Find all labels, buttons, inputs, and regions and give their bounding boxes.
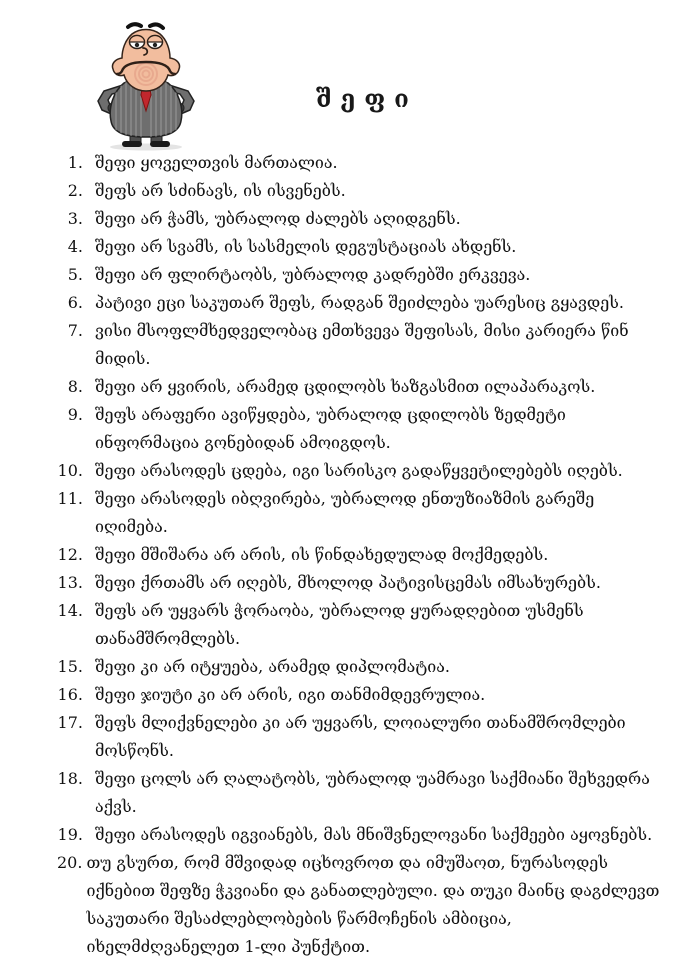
item-text: შეფი ქრთამს არ იღებს, მხოლოდ პატივისცემას იმსახურებს. <box>95 573 601 592</box>
item-number: 20. <box>57 853 83 872</box>
item-number: 14. <box>57 601 83 620</box>
list-item <box>57 821 660 849</box>
list-item <box>57 569 660 597</box>
list-item <box>57 849 660 960</box>
list-item <box>57 485 660 541</box>
boss-rules-list <box>0 149 678 960</box>
list-item <box>57 653 660 681</box>
list-item <box>57 317 660 373</box>
item-text: შეფი არასოდეს ცდება, იგი სარისკო გადაწყვეტილებებს იღებს. <box>95 461 623 480</box>
item-text: შეფს არ უყვარს ჭორაობა, უბრალოდ ყურადღებით უსმენს თანამშრომლებს. <box>95 601 584 648</box>
item-number: 10. <box>57 461 83 480</box>
list-item <box>57 401 660 457</box>
item-text: პატივი ეცი საკუთარ შეფს, რადგან შეიძლება უარესიც გყავდეს. <box>95 293 624 312</box>
eye-left <box>130 36 145 49</box>
item-number: 13. <box>57 573 83 592</box>
list-item <box>57 597 660 653</box>
item-number: 8. <box>67 377 83 396</box>
grumpy-boss-cartoon <box>86 20 206 152</box>
item-text: შეფი კი არ იტყუება, არამედ დიპლომატია. <box>95 657 450 676</box>
list-item <box>57 709 660 765</box>
list-item <box>57 457 660 485</box>
item-text: შეფი მშიშარა არ არის, ის წინდახედულად მოქმედებს. <box>95 545 549 564</box>
item-text: შეფს არ სძინავს, ის ისვენებს. <box>95 181 346 200</box>
item-text: შეფი არასოდეს იბღვირება, უბრალოდ ენთუზიაზმის გარეშე იღიმება. <box>95 489 595 536</box>
item-number: 18. <box>57 769 83 788</box>
item-text: შეფს არაფერი ავიწყდება, უბრალოდ ცდილობს ზედმეტი ინფორმაცია გონებიდან ამოიგდოს. <box>95 405 566 452</box>
item-text: თუ გსურთ, რომ მშვიდად იცხოვროთ და იმუშაოთ, ნურასოდეს იქნებით შეფზე ჭკვიანი და განათლებული. და თუკი მაინც დაგძლევთ საკუთარი შესაძლებლობების წარმოჩენის ამბიცია, იხელმძღვანელეთ 1-ლი პუნქტით. <box>86 853 660 956</box>
eye-right <box>148 36 163 49</box>
item-number: 15. <box>57 657 83 676</box>
list-item <box>57 177 660 205</box>
eyebrow-left <box>128 24 141 27</box>
item-text: შეფი არ ფლირტაობს, უბრალოდ კადრებში ერკვევა. <box>95 265 531 284</box>
item-text: შეფი არასოდეს იგვიანებს, მას მნიშვნელოვანი საქმეები აყოვნებს. <box>95 825 653 844</box>
item-number: 1. <box>67 153 83 172</box>
list-item <box>57 681 660 709</box>
list-item <box>57 289 660 317</box>
item-number: 11. <box>57 489 83 508</box>
item-text: შეფი არ ყვირის, არამედ ცდილობს ხაზგასმით ილაპარაკოს. <box>95 377 596 396</box>
item-number: 12. <box>57 545 83 564</box>
list-item <box>57 205 660 233</box>
item-text: შეფს მლიქვნელები კი არ უყვარს, ლოიალური თანამშრომლები მოსწონს. <box>95 713 626 760</box>
item-number: 7. <box>67 321 83 340</box>
item-text: შეფი ცოლს არ ღალატობს, უბრალოდ უამრავი საქმიანი შეხვედრა აქვს. <box>95 769 650 816</box>
header <box>0 0 678 155</box>
list-item <box>57 765 660 821</box>
list-item <box>57 373 660 401</box>
page-title: შეფი <box>316 84 418 113</box>
item-text: შეფი არ ჭამს, უბრალოდ ძალებს აღიდგენს. <box>95 209 461 228</box>
item-number: 17. <box>57 713 83 732</box>
item-number: 3. <box>67 209 83 228</box>
item-number: 9. <box>67 405 83 424</box>
eyebrow-right <box>150 24 163 28</box>
item-number: 2. <box>67 181 83 200</box>
item-text: შეფი ჯიუტი კი არ არის, იგი თანმიმდევრულია. <box>95 685 486 704</box>
item-number: 16. <box>57 685 83 704</box>
item-text: შეფი არ სვამს, ის სასმელის დეგუსტაციას ახდენს. <box>95 237 517 256</box>
item-number: 4. <box>67 237 83 256</box>
shoe-left <box>122 141 142 147</box>
item-text: შეფი ყოველთვის მართალია. <box>95 153 338 172</box>
shoe-right <box>150 141 170 147</box>
item-number: 6. <box>67 293 83 312</box>
list-item <box>57 149 660 177</box>
list-item <box>57 541 660 569</box>
item-text: ვისი მსოფლმხედველობაც ემთხვევა შეფისას, მისი კარიერა წინ მიდის. <box>95 321 629 368</box>
list-item <box>57 261 660 289</box>
list-item <box>57 233 660 261</box>
item-number: 5. <box>67 265 83 284</box>
item-number: 19. <box>57 825 83 844</box>
